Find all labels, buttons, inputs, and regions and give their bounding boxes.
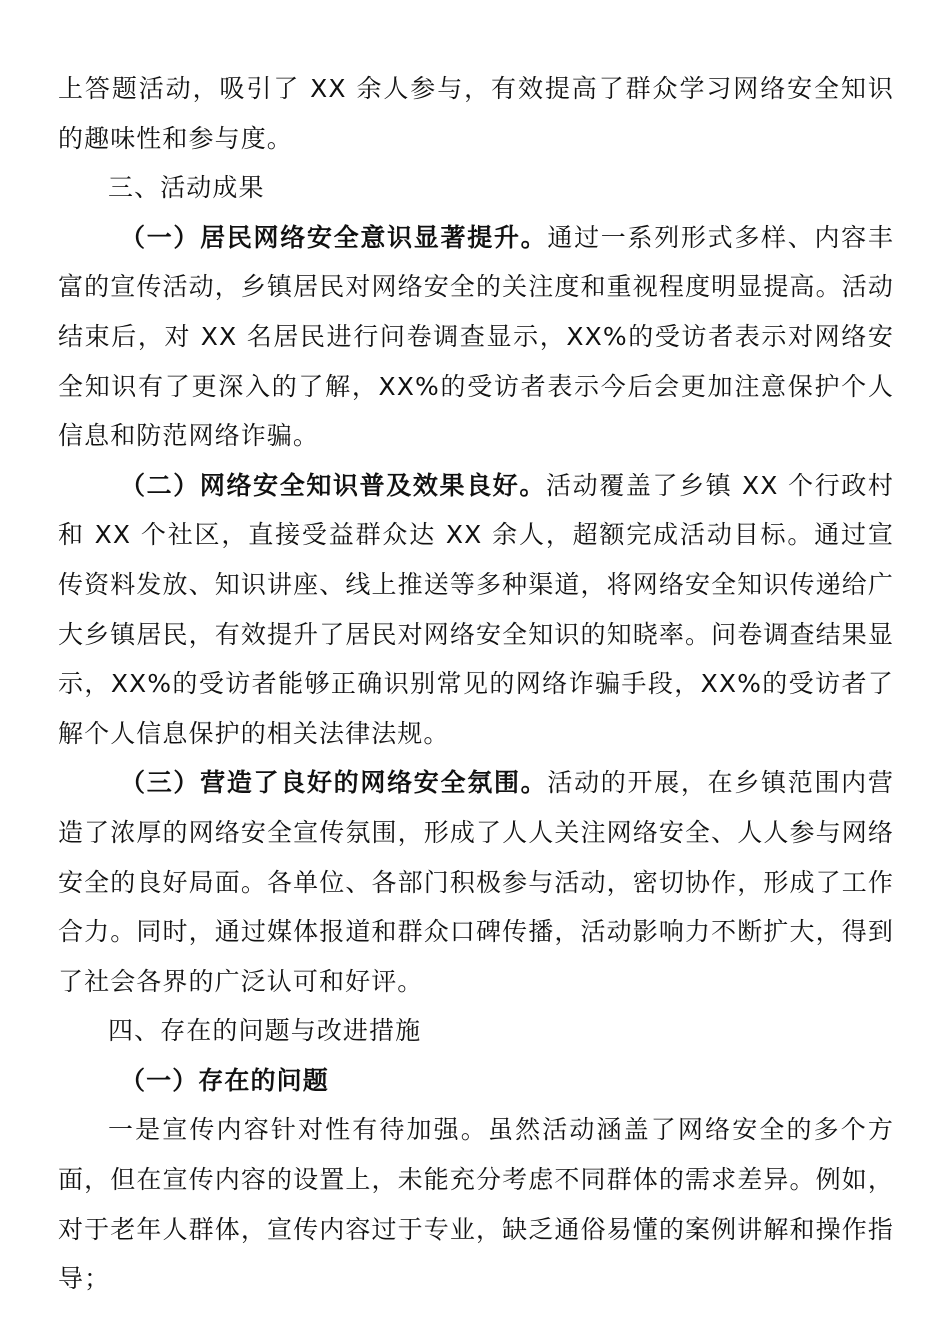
paragraph-awareness-body: 通过一系列形式多样、内容丰富的宣传活动，乡镇居民对网络安全的关注度和重视程度明显提高。活动结束后，对 XX 名居民进行问卷调查显示，XX%的受访者表示对网络安全知识有了更深入的了解，XX%的受访者表示今后会更加注意保护个人信息和防范网络诈骗。: [58, 222, 894, 451]
paragraph-knowledge-body: 活动覆盖了乡镇 XX 个行政村和 XX 个社区，直接受益群众达 XX 余人，超额完成活动目标。通过宣传资料发放、知识讲座、线上推送等多种渠道，将网络安全知识传递给广大乡镇居民，有效提升了居民对网络安全知识的知晓率。问卷调查结果显示，XX%的受访者能够正确识别常见的网络诈骗手段，XX%的受访者了解个人信息保护的相关法律法规。: [58, 470, 894, 748]
paragraph-atmosphere-body: 活动的开展，在乡镇范围内营造了浓厚的网络安全宣传氛围，形成了人人关注网络安全、人人参与网络安全的良好局面。各单位、各部门积极参与活动，密切协作，形成了工作合力。同时，通过媒体报道和群众口碑传播，活动影响力不断扩大，得到了社会各界的广泛认可和好评。: [58, 768, 894, 996]
subsection-title-awareness: （一）居民网络安全意识显著提升。: [120, 222, 548, 252]
subsection-title-knowledge: （二）网络安全知识普及效果良好。: [120, 470, 547, 500]
document-page: [58, 64, 894, 1304]
paragraph-atmosphere: [58, 758, 894, 1006]
paragraph-problems: 一是宣传内容针对性有待加强。虽然活动涵盖了网络安全的多个方面，但在宣传内容的设置上，未能充分考虑不同群体的需求差异。例如，对于老年人群体，宣传内容过于专业，缺乏通俗易懂的案例讲解和操作指导；: [58, 1115, 894, 1294]
paragraph-continued: 上答题活动，吸引了 XX 余人参与，有效提高了群众学习网络安全知识的趣味性和参与度。: [58, 74, 894, 153]
section-heading-problems: 四、存在的问题与改进措施: [108, 1016, 422, 1046]
subsection-title-problems: （一）存在的问题: [120, 1065, 329, 1095]
paragraph-knowledge: [58, 461, 894, 759]
section-heading-results: 三、活动成果: [108, 173, 265, 203]
subsection-title-atmosphere: （三）营造了良好的网络安全氛围。: [120, 768, 548, 798]
paragraph-awareness: [58, 213, 894, 461]
